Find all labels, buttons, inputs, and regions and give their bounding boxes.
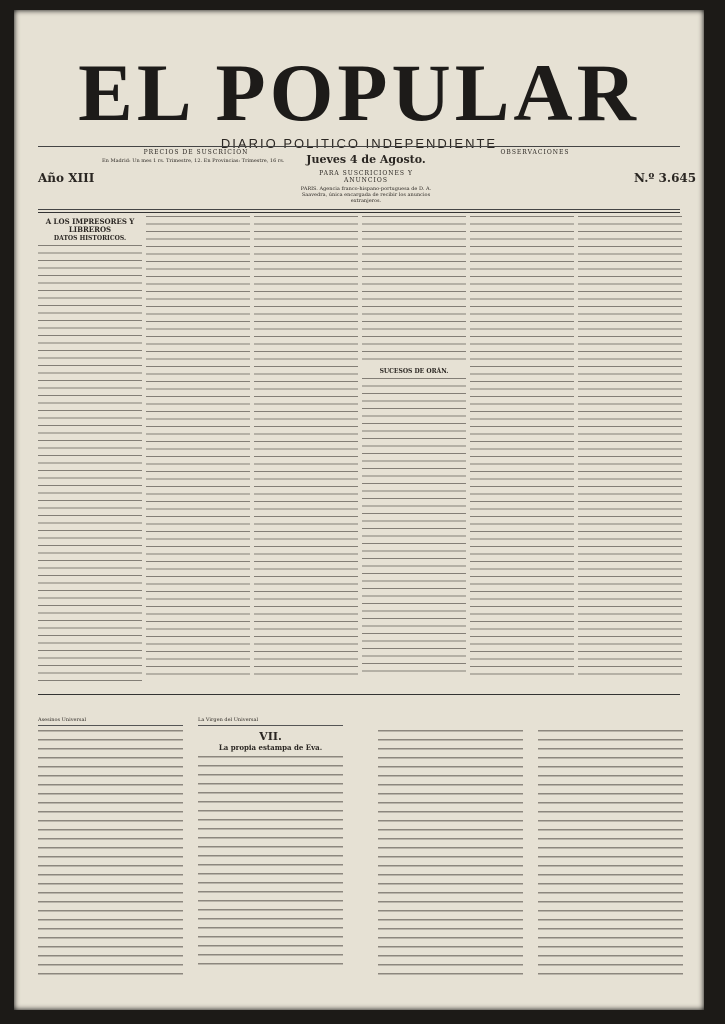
prices-text: En Madrid: Un mes 1 rs. Trimestre, 12. En Provincias: Trimestre, 16 rs. — [102, 158, 285, 164]
info-bar — [38, 146, 697, 210]
serial-header-right: La Virgen del Universal — [198, 717, 259, 723]
serial-text — [378, 730, 523, 980]
serial-column-2 — [198, 716, 343, 1006]
date-box — [296, 147, 436, 209]
observations — [440, 147, 630, 209]
serial-header — [38, 716, 183, 726]
prices-label: PRECIOS DE SUSCRICION — [143, 149, 249, 156]
column-text — [362, 216, 466, 366]
chapter-subtitle: La propia estampa de Eva. — [218, 743, 323, 752]
serial-text — [198, 756, 343, 966]
article-title: A LOS IMPRESORES Y LIBREROS — [45, 217, 135, 234]
divider — [38, 212, 680, 213]
serial-text — [538, 730, 683, 980]
serial-column-1 — [38, 716, 183, 1006]
year-label: Año XIII — [38, 171, 95, 185]
column-6 — [578, 216, 682, 686]
serial-header-left: Asesinos Universal — [38, 717, 87, 723]
issue-number: N.º 3.645 — [634, 171, 697, 185]
serial-section — [38, 716, 680, 1006]
masthead — [14, 47, 704, 151]
observations-label: OBSERVACIONES — [500, 149, 570, 156]
serial-header — [198, 716, 343, 726]
serial-text — [38, 730, 183, 980]
column-5 — [470, 216, 574, 686]
article-columns — [38, 216, 680, 686]
article-headline: SUCESOS DE ORÁN. — [379, 368, 449, 375]
article-headline: DATOS HISTORICOS. — [53, 235, 127, 242]
newspaper-subtitle: DIARIO POLITICO INDEPENDIENTE — [220, 136, 498, 151]
column-text — [254, 216, 358, 676]
serial-column-3 — [378, 716, 523, 1006]
column-text — [578, 216, 682, 676]
newspaper-page — [14, 10, 704, 1010]
column-text — [146, 216, 250, 676]
issue-date: Jueves 4 de Agosto. — [306, 153, 426, 166]
column-1 — [38, 216, 142, 686]
column-3 — [254, 216, 358, 686]
divider — [38, 694, 680, 695]
subscription-prices — [102, 147, 290, 209]
ads-text: PARIS. Agencia franco-hispano-portuguesa de D. A. Saavedra, única encargada de recibir los anuncios extranjeros. — [300, 186, 432, 204]
column-4 — [362, 216, 466, 686]
column-text — [362, 378, 466, 678]
ads-label: PARA SUSCRICIONES Y ANUNCIOS — [319, 170, 413, 184]
column-text — [470, 216, 574, 676]
newspaper-title: EL POPULAR — [78, 47, 640, 138]
column-text — [38, 245, 142, 687]
chapter-title: VII. — [259, 730, 282, 743]
column-2 — [146, 216, 250, 686]
serial-column-4 — [538, 716, 683, 1006]
